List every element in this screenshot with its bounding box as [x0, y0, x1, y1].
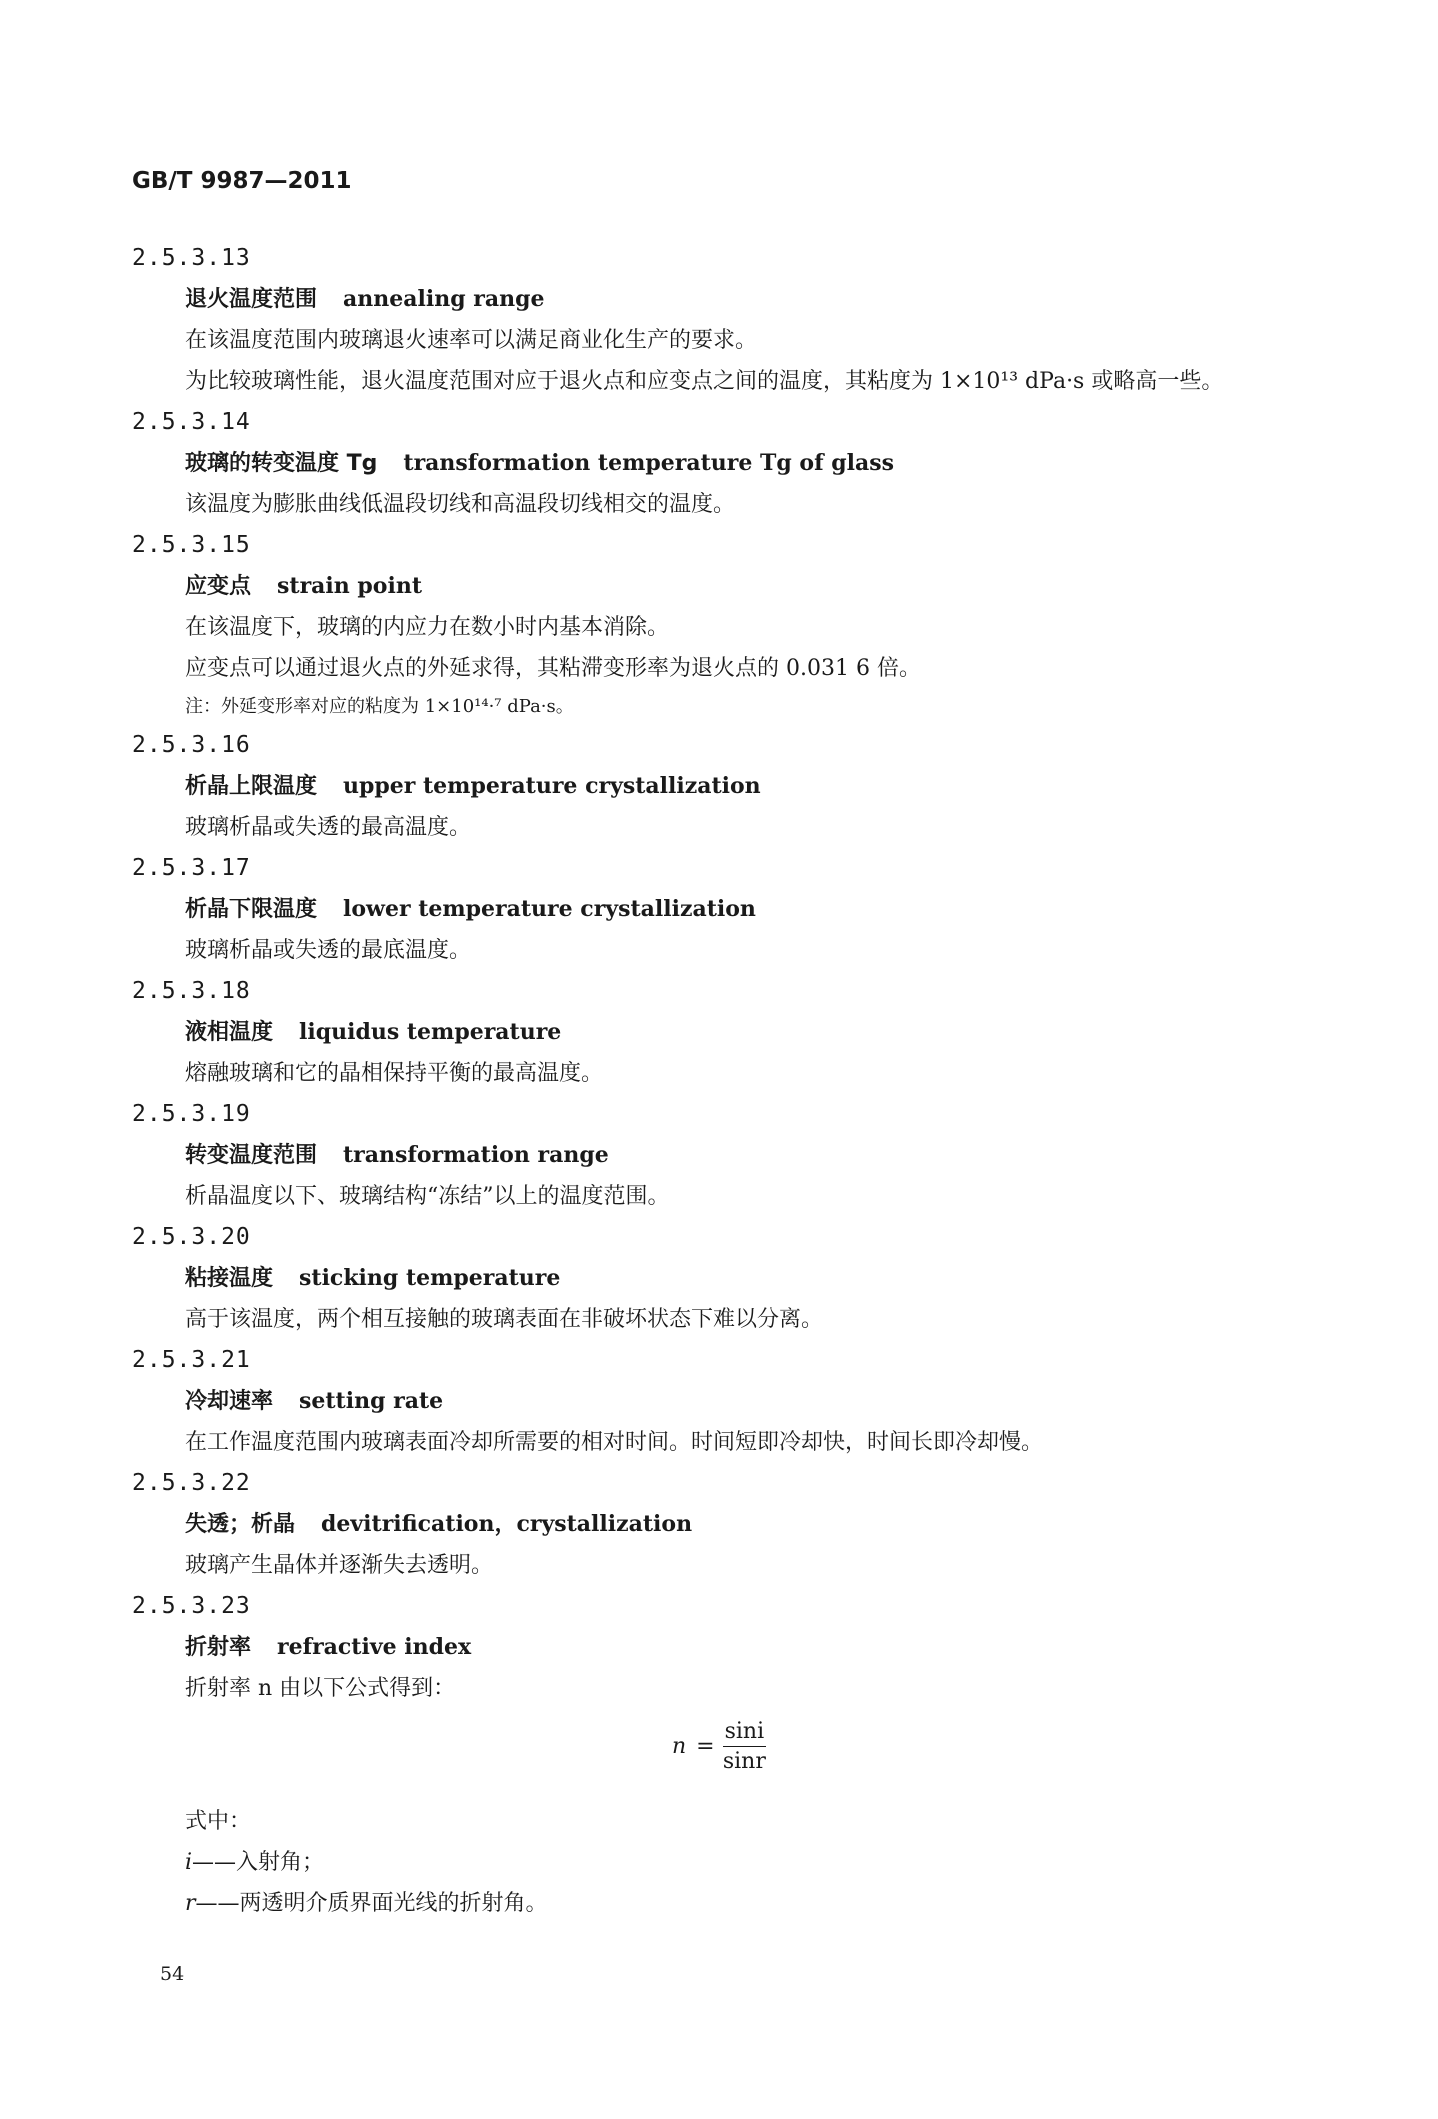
- where-label: 式中：: [185, 1809, 252, 1834]
- term-zh: 液相温度: [185, 1020, 274, 1045]
- page-number: 54: [160, 1963, 185, 1985]
- term-heading: [132, 1627, 1312, 1668]
- term-en: setting rate: [299, 1388, 444, 1414]
- term-zh: 转变温度范围: [185, 1143, 318, 1168]
- where-desc: ——入射角；: [192, 1850, 325, 1875]
- term-zh: 应变点: [185, 574, 252, 599]
- clause-number: 2.5.3.16: [132, 732, 251, 758]
- clause-number: 2.5.3.22: [132, 1470, 251, 1496]
- definition-line: 应变点可以通过退火点的外延求得，其粘滞变形率为退火点的 0.031 6 倍。: [185, 656, 921, 681]
- term-en: lower temperature crystallization: [343, 896, 756, 922]
- definition-line: 熔融玻璃和它的晶相保持平衡的最高温度。: [185, 1061, 604, 1086]
- term-en: annealing range: [343, 286, 545, 312]
- definition-line: 在该温度下，玻璃的内应力在数小时内基本消除。: [185, 615, 670, 640]
- formula-equals: =: [696, 1734, 715, 1759]
- where-symbol: r: [185, 1891, 196, 1916]
- formula-denominator: sinr: [722, 1749, 766, 1774]
- term-zh: 冷却速率: [185, 1389, 274, 1414]
- content: [132, 238, 1312, 1924]
- definition-line: 高于该温度，两个相互接触的玻璃表面在非破坏状态下难以分离。: [185, 1307, 824, 1332]
- term-zh: 退火温度范围: [185, 287, 318, 312]
- definition-line: 玻璃析晶或失透的最底温度。: [185, 938, 472, 963]
- where-item: [132, 1883, 1312, 1924]
- term-en: devitrification，crystallization: [321, 1511, 693, 1537]
- where-symbol: i: [185, 1850, 193, 1875]
- term-heading: [132, 1258, 1312, 1299]
- where-item: [132, 1842, 1312, 1883]
- term-heading: [132, 1012, 1312, 1053]
- term-heading: [132, 1135, 1312, 1176]
- term-heading: [132, 766, 1312, 807]
- definition-paragraph: 为比较玻璃性能，退火温度范围对应于退火点和应变点之间的温度，其粘度为 1×10¹³ dPa·s 或略高一些。: [185, 369, 1224, 394]
- term-en: refractive index: [277, 1634, 472, 1660]
- clause-number: 2.5.3.14: [132, 409, 251, 435]
- clause-number: 2.5.3.23: [132, 1593, 251, 1619]
- definition-line: 折射率 n 由以下公式得到：: [185, 1676, 456, 1701]
- term-en: transformation range: [343, 1142, 609, 1168]
- standard-number: GB/T 9987—2011: [132, 168, 352, 194]
- clause-number: 2.5.3.13: [132, 245, 251, 271]
- formula-lhs: n: [672, 1734, 687, 1759]
- formula-expression: [672, 1719, 766, 1774]
- term-heading: [132, 889, 1312, 930]
- clause-number: 2.5.3.20: [132, 1224, 251, 1250]
- definition-line: 该温度为膨胀曲线低温段切线和高温段切线相交的温度。: [185, 492, 736, 517]
- term-en: liquidus temperature: [299, 1019, 562, 1045]
- definition-line: 在该温度范围内玻璃退火速率可以满足商业化生产的要求。: [185, 328, 758, 353]
- definition-line: 玻璃析晶或失透的最高温度。: [185, 815, 472, 840]
- clause-number: 2.5.3.17: [132, 855, 251, 881]
- formula-fraction: [723, 1719, 767, 1774]
- term-zh: 粘接温度: [185, 1266, 274, 1291]
- term-zh: 失透；析晶: [185, 1512, 296, 1537]
- term-en: transformation temperature Tg of glass: [403, 450, 894, 476]
- refraction-formula: [132, 1709, 1312, 1801]
- term-heading: [132, 443, 1312, 484]
- where-desc: ——两透明介质界面光线的折射角。: [195, 1891, 548, 1916]
- term-zh: 玻璃的转变温度 Tg: [185, 451, 378, 476]
- clause-number: 2.5.3.21: [132, 1347, 251, 1373]
- term-en: strain point: [277, 573, 422, 599]
- term-heading: [132, 1504, 1312, 1545]
- term-heading: [132, 1381, 1312, 1422]
- clause-number: 2.5.3.15: [132, 532, 251, 558]
- definition-line: 玻璃产生晶体并逐渐失去透明。: [185, 1553, 494, 1578]
- clause-number: 2.5.3.18: [132, 978, 251, 1004]
- term-zh: 折射率: [185, 1635, 252, 1660]
- term-zh: 析晶下限温度: [185, 897, 318, 922]
- term-heading: [132, 566, 1312, 607]
- term-en: sticking temperature: [299, 1265, 561, 1291]
- definition-line: 在工作温度范围内玻璃表面冷却所需要的相对时间。时间短即冷却快，时间长即冷却慢。: [185, 1430, 1044, 1455]
- term-zh: 析晶上限温度: [185, 774, 318, 799]
- term-en: upper temperature crystallization: [343, 773, 761, 799]
- term-heading: [132, 279, 1312, 320]
- formula-numerator: sini: [723, 1719, 767, 1747]
- definition-line: 析晶温度以下、玻璃结构“冻结”以上的温度范围。: [185, 1184, 670, 1209]
- note: 注：外延变形率对应的粘度为 1×10¹⁴·⁷ dPa·s。: [185, 696, 574, 717]
- clause-number: 2.5.3.19: [132, 1101, 251, 1127]
